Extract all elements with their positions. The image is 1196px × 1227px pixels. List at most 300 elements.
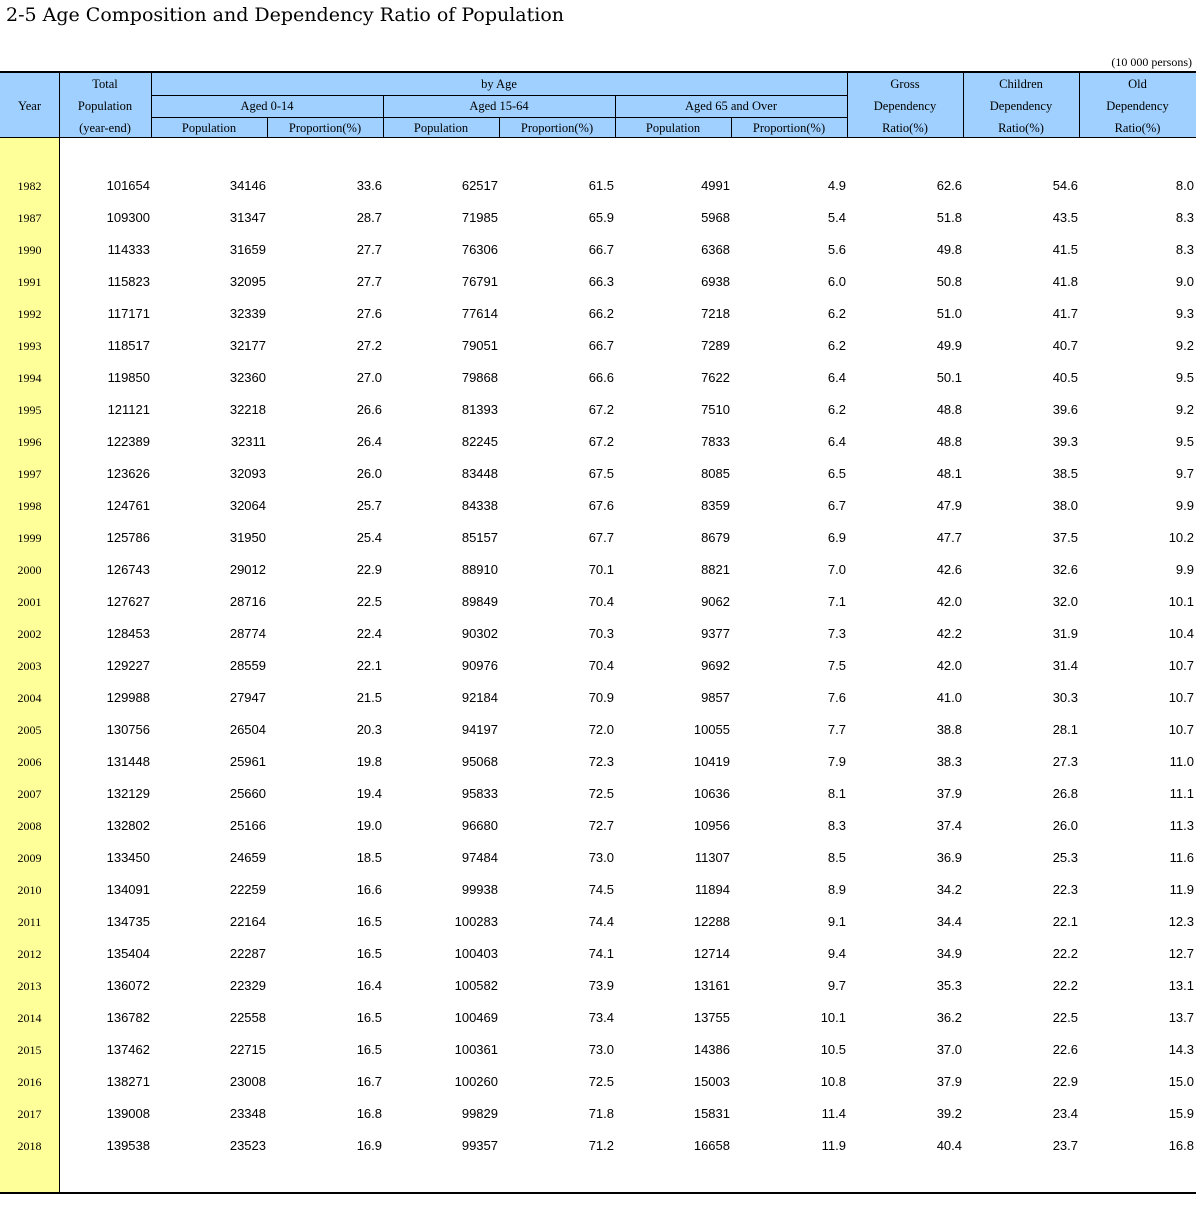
aged-0-14-population-cell: 22715: [229, 1042, 266, 1057]
gross-dependency-ratio-cell: 42.0: [936, 658, 962, 673]
children-dependency-ratio-cell: 40.7: [1052, 338, 1078, 353]
aged-15-64-proportion-cell: 72.0: [588, 722, 614, 737]
total-population-cell: 136782: [106, 1010, 150, 1025]
aged-15-64-proportion-cell: 66.2: [588, 306, 614, 321]
gross-dependency-ratio-cell: 48.1: [936, 466, 962, 481]
aged-65-proportion-cell: 11.9: [821, 1138, 846, 1153]
gross-dependency-ratio-cell: 37.0: [936, 1042, 962, 1057]
table-row: [0, 970, 1196, 1002]
children-dependency-ratio-cell: 40.5: [1052, 370, 1078, 385]
year-cell: 1990: [17, 243, 42, 257]
aged-65-proportion-cell: 10.1: [820, 1010, 846, 1025]
table-row: [0, 394, 1196, 426]
gross-dependency-ratio-cell: 47.9: [936, 498, 962, 513]
old-dependency-ratio-cell: 10.1: [1168, 594, 1194, 609]
total-population-cell: 138271: [106, 1074, 150, 1089]
year-cell: 1991: [17, 275, 42, 289]
aged-15-64-population-cell: 94197: [461, 722, 498, 737]
aged-65-proportion-cell: 9.7: [827, 978, 846, 993]
aged-15-64-proportion-cell: 70.9: [588, 690, 614, 705]
children-dependency-ratio-cell: 22.3: [1052, 882, 1078, 897]
children-dependency-ratio-cell: 27.3: [1052, 754, 1078, 769]
total-population-cell: 101654: [106, 178, 150, 193]
children-dependency-ratio-cell: 41.8: [1052, 274, 1078, 289]
header-total: Total: [92, 77, 118, 91]
header-children: Children: [999, 77, 1043, 91]
total-population-cell: 122389: [106, 434, 150, 449]
aged-15-64-proportion-cell: 66.3: [588, 274, 614, 289]
total-population-cell: 139538: [106, 1138, 150, 1153]
aged-65-population-cell: 14386: [693, 1042, 730, 1057]
gross-dependency-ratio-cell: 50.1: [936, 370, 962, 385]
aged-0-14-proportion-cell: 16.9: [356, 1138, 382, 1153]
year-cell: 1982: [17, 179, 42, 193]
aged-15-64-proportion-cell: 73.0: [588, 1042, 614, 1057]
aged-15-64-proportion-cell: 73.9: [588, 978, 614, 993]
header-proportion: Proportion(%): [520, 121, 594, 135]
children-dependency-ratio-cell: 30.3: [1052, 690, 1078, 705]
aged-0-14-proportion-cell: 21.5: [356, 690, 382, 705]
aged-15-64-population-cell: 83448: [461, 466, 498, 481]
aged-15-64-population-cell: 76306: [461, 242, 498, 257]
aged-65-proportion-cell: 7.5: [827, 658, 846, 673]
aged-65-population-cell: 6368: [701, 242, 730, 257]
aged-0-14-proportion-cell: 25.4: [356, 530, 382, 545]
table-row: [0, 170, 1196, 202]
aged-0-14-proportion-cell: 16.5: [356, 914, 382, 929]
aged-65-population-cell: 8679: [701, 530, 730, 545]
gross-dependency-ratio-cell: 38.3: [936, 754, 962, 769]
aged-65-proportion-cell: 7.1: [827, 594, 846, 609]
children-dependency-ratio-cell: 38.5: [1052, 466, 1078, 481]
old-dependency-ratio-cell: 8.3: [1175, 210, 1194, 225]
total-population-cell: 115823: [107, 274, 150, 289]
old-dependency-ratio-cell: 13.7: [1168, 1010, 1194, 1025]
aged-65-proportion-cell: 7.0: [827, 562, 846, 577]
total-population-cell: 129227: [106, 658, 150, 673]
gross-dependency-ratio-cell: 51.0: [936, 306, 962, 321]
aged-15-64-proportion-cell: 71.8: [588, 1106, 614, 1121]
table-row: [0, 1066, 1196, 1098]
header-gross: Gross: [890, 77, 920, 91]
aged-65-population-cell: 12288: [693, 914, 730, 929]
table-row: [0, 426, 1196, 458]
aged-15-64-population-cell: 99357: [461, 1138, 498, 1153]
aged-0-14-proportion-cell: 22.9: [356, 562, 382, 577]
old-dependency-ratio-cell: 8.0: [1175, 178, 1194, 193]
aged-0-14-proportion-cell: 19.8: [356, 754, 382, 769]
aged-65-population-cell: 15003: [693, 1074, 730, 1089]
table-row: [0, 938, 1196, 970]
aged-65-population-cell: 9692: [701, 658, 730, 673]
aged-65-population-cell: 7218: [701, 306, 730, 321]
gross-dependency-ratio-cell: 34.9: [936, 946, 962, 961]
gross-dependency-ratio-cell: 62.6: [936, 178, 962, 193]
year-cell: 2004: [17, 691, 42, 705]
aged-0-14-population-cell: 28774: [229, 626, 266, 641]
aged-0-14-population-cell: 24659: [229, 850, 266, 865]
aged-0-14-proportion-cell: 26.6: [356, 402, 382, 417]
total-population-cell: 134091: [106, 882, 150, 897]
total-population-cell: 129988: [106, 690, 150, 705]
year-cell: 2012: [17, 947, 42, 961]
aged-0-14-population-cell: 31659: [229, 242, 266, 257]
year-cell: 2016: [17, 1075, 42, 1089]
aged-65-population-cell: 9857: [701, 690, 730, 705]
gross-dependency-ratio-cell: 49.9: [936, 338, 962, 353]
aged-0-14-population-cell: 22259: [229, 882, 266, 897]
year-cell: 1998: [17, 499, 42, 513]
children-dependency-ratio-cell: 39.3: [1052, 434, 1078, 449]
aged-15-64-proportion-cell: 73.4: [588, 1010, 614, 1025]
aged-15-64-population-cell: 100283: [454, 914, 498, 929]
aged-15-64-proportion-cell: 70.3: [588, 626, 614, 641]
year-cell: 1997: [17, 467, 42, 481]
children-dependency-ratio-cell: 26.8: [1052, 786, 1078, 801]
total-population-cell: 125786: [106, 530, 150, 545]
table-row: [0, 618, 1196, 650]
year-cell: 2011: [17, 915, 42, 929]
aged-15-64-population-cell: 97484: [461, 850, 498, 865]
gross-dependency-ratio-cell: 38.8: [936, 722, 962, 737]
total-population-cell: 123626: [106, 466, 150, 481]
aged-15-64-population-cell: 100260: [454, 1074, 498, 1089]
gross-dependency-ratio-cell: 41.0: [936, 690, 962, 705]
table-row: [0, 202, 1196, 234]
aged-15-64-population-cell: 100403: [454, 946, 498, 961]
header-by-age: by Age: [481, 77, 517, 91]
aged-15-64-proportion-cell: 65.9: [588, 210, 614, 225]
aged-65-proportion-cell: 9.4: [827, 946, 846, 961]
header-aged-65: Aged 65 and Over: [685, 99, 777, 113]
year-cell: 2017: [17, 1107, 42, 1121]
old-dependency-ratio-cell: 9.0: [1175, 274, 1194, 289]
aged-15-64-population-cell: 76791: [461, 274, 498, 289]
aged-0-14-proportion-cell: 27.2: [356, 338, 382, 353]
aged-15-64-population-cell: 81393: [461, 402, 498, 417]
aged-0-14-proportion-cell: 27.7: [356, 274, 382, 289]
total-population-cell: 134735: [106, 914, 150, 929]
old-dependency-ratio-cell: 9.5: [1175, 434, 1194, 449]
aged-15-64-population-cell: 85157: [461, 530, 498, 545]
children-dependency-ratio-cell: 22.9: [1052, 1074, 1078, 1089]
aged-65-proportion-cell: 6.2: [827, 338, 846, 353]
year-cell: 1992: [17, 307, 42, 321]
gross-dependency-ratio-cell: 42.6: [936, 562, 962, 577]
children-dependency-ratio-cell: 32.6: [1052, 562, 1078, 577]
total-population-cell: 131448: [106, 754, 150, 769]
aged-0-14-population-cell: 23523: [229, 1138, 266, 1153]
aged-65-proportion-cell: 8.1: [827, 786, 846, 801]
children-dependency-ratio-cell: 32.0: [1052, 594, 1078, 609]
aged-0-14-proportion-cell: 16.8: [356, 1106, 382, 1121]
aged-0-14-population-cell: 25961: [229, 754, 266, 769]
total-population-cell: 139008: [106, 1106, 150, 1121]
aged-0-14-population-cell: 32177: [229, 338, 266, 353]
table-row: [0, 810, 1196, 842]
total-population-cell: 126743: [106, 562, 150, 577]
aged-0-14-proportion-cell: 33.6: [356, 178, 382, 193]
aged-15-64-proportion-cell: 70.4: [588, 658, 614, 673]
aged-0-14-proportion-cell: 16.5: [356, 1010, 382, 1025]
children-dependency-ratio-cell: 22.2: [1052, 946, 1078, 961]
aged-65-population-cell: 9062: [701, 594, 730, 609]
aged-0-14-population-cell: 22164: [229, 914, 266, 929]
total-population-cell: 135404: [106, 946, 150, 961]
header-children: Ratio(%): [998, 121, 1044, 135]
table-header: [0, 71, 1196, 138]
children-dependency-ratio-cell: 25.3: [1052, 850, 1078, 865]
aged-0-14-proportion-cell: 16.5: [356, 1042, 382, 1057]
aged-65-proportion-cell: 6.9: [827, 530, 846, 545]
aged-15-64-population-cell: 79868: [461, 370, 498, 385]
total-population-cell: 124761: [106, 498, 150, 513]
total-population-cell: 114333: [107, 242, 150, 257]
aged-0-14-population-cell: 22329: [229, 978, 266, 993]
gross-dependency-ratio-cell: 36.2: [936, 1010, 962, 1025]
table-body: [0, 170, 1196, 1162]
aged-65-population-cell: 8821: [701, 562, 730, 577]
gross-dependency-ratio-cell: 48.8: [936, 434, 962, 449]
aged-0-14-proportion-cell: 16.4: [356, 978, 382, 993]
total-population-cell: 119850: [107, 370, 150, 385]
aged-65-population-cell: 6938: [701, 274, 730, 289]
year-cell: 2002: [17, 627, 42, 641]
aged-0-14-population-cell: 22287: [229, 946, 266, 961]
aged-15-64-proportion-cell: 67.6: [588, 498, 614, 513]
aged-0-14-population-cell: 32360: [229, 370, 266, 385]
children-dependency-ratio-cell: 22.1: [1052, 914, 1078, 929]
gross-dependency-ratio-cell: 42.2: [936, 626, 962, 641]
aged-15-64-population-cell: 99829: [461, 1106, 498, 1121]
old-dependency-ratio-cell: 11.3: [1169, 818, 1194, 833]
aged-65-proportion-cell: 8.5: [827, 850, 846, 865]
aged-0-14-population-cell: 23008: [229, 1074, 266, 1089]
aged-15-64-proportion-cell: 74.4: [588, 914, 614, 929]
year-cell: 2010: [17, 883, 42, 897]
year-cell: 2018: [17, 1139, 42, 1153]
aged-65-population-cell: 10636: [693, 786, 730, 801]
children-dependency-ratio-cell: 23.4: [1052, 1106, 1078, 1121]
year-cell: 1999: [17, 531, 42, 545]
aged-0-14-proportion-cell: 16.7: [356, 1074, 382, 1089]
old-dependency-ratio-cell: 11.6: [1169, 850, 1194, 865]
header-old: Old: [1128, 77, 1147, 91]
aged-0-14-population-cell: 32064: [229, 498, 266, 513]
aged-15-64-population-cell: 95068: [461, 754, 498, 769]
table-row: [0, 586, 1196, 618]
year-cell: 1995: [17, 403, 42, 417]
aged-65-population-cell: 7622: [701, 370, 730, 385]
total-population-cell: 132802: [106, 818, 150, 833]
children-dependency-ratio-cell: 43.5: [1052, 210, 1078, 225]
aged-0-14-proportion-cell: 28.7: [356, 210, 382, 225]
total-population-cell: 121121: [107, 402, 150, 417]
aged-65-population-cell: 11894: [694, 882, 730, 897]
aged-15-64-proportion-cell: 67.7: [588, 530, 614, 545]
aged-0-14-population-cell: 26504: [229, 722, 266, 737]
aged-65-proportion-cell: 6.2: [827, 402, 846, 417]
aged-0-14-population-cell: 28559: [229, 658, 266, 673]
gross-dependency-ratio-cell: 34.2: [936, 882, 962, 897]
gross-dependency-ratio-cell: 35.3: [936, 978, 962, 993]
gross-dependency-ratio-cell: 37.9: [936, 786, 962, 801]
aged-15-64-population-cell: 90302: [461, 626, 498, 641]
aged-15-64-population-cell: 100361: [454, 1042, 498, 1057]
aged-65-proportion-cell: 6.0: [827, 274, 846, 289]
year-cell: 2014: [17, 1011, 42, 1025]
header-proportion: Proportion(%): [288, 121, 362, 135]
old-dependency-ratio-cell: 10.7: [1168, 690, 1194, 705]
old-dependency-ratio-cell: 9.9: [1175, 498, 1194, 513]
total-population-cell: 128453: [106, 626, 150, 641]
children-dependency-ratio-cell: 37.5: [1052, 530, 1078, 545]
aged-65-proportion-cell: 6.5: [827, 466, 846, 481]
children-dependency-ratio-cell: 23.7: [1052, 1138, 1078, 1153]
table-row: [0, 298, 1196, 330]
header-total: (year-end): [79, 121, 131, 135]
table-row: [0, 714, 1196, 746]
aged-15-64-population-cell: 77614: [461, 306, 498, 321]
aged-15-64-proportion-cell: 61.5: [588, 178, 614, 193]
aged-65-population-cell: 12714: [693, 946, 730, 961]
children-dependency-ratio-cell: 26.0: [1052, 818, 1078, 833]
aged-15-64-population-cell: 92184: [461, 690, 498, 705]
page-title: 2-5 Age Composition and Dependency Ratio of Population: [6, 4, 565, 26]
children-dependency-ratio-cell: 22.5: [1052, 1010, 1078, 1025]
old-dependency-ratio-cell: 9.3: [1175, 306, 1194, 321]
year-cell: 2009: [17, 851, 42, 865]
children-dependency-ratio-cell: 22.6: [1052, 1042, 1078, 1057]
table-row: [0, 1130, 1196, 1162]
gross-dependency-ratio-cell: 48.8: [936, 402, 962, 417]
old-dependency-ratio-cell: 11.9: [1169, 882, 1194, 897]
aged-15-64-population-cell: 79051: [461, 338, 498, 353]
aged-15-64-proportion-cell: 71.2: [588, 1138, 614, 1153]
gross-dependency-ratio-cell: 37.9: [936, 1074, 962, 1089]
total-population-cell: 130756: [106, 722, 150, 737]
aged-65-proportion-cell: 4.9: [827, 178, 846, 193]
gross-dependency-ratio-cell: 39.2: [936, 1106, 962, 1121]
year-cell: 2000: [17, 563, 42, 577]
aged-15-64-population-cell: 84338: [461, 498, 498, 513]
table-row: [0, 1098, 1196, 1130]
aged-0-14-population-cell: 25660: [229, 786, 266, 801]
gross-dependency-ratio-cell: 36.9: [936, 850, 962, 865]
table-row: [0, 1034, 1196, 1066]
table-row: [0, 362, 1196, 394]
aged-15-64-proportion-cell: 67.5: [588, 466, 614, 481]
header-gross: Ratio(%): [882, 121, 928, 135]
old-dependency-ratio-cell: 13.1: [1168, 978, 1194, 993]
year-cell: 2013: [17, 979, 42, 993]
old-dependency-ratio-cell: 9.9: [1175, 562, 1194, 577]
aged-65-proportion-cell: 11.4: [821, 1106, 846, 1121]
children-dependency-ratio-cell: 38.0: [1052, 498, 1078, 513]
gross-dependency-ratio-cell: 42.0: [936, 594, 962, 609]
old-dependency-ratio-cell: 9.5: [1175, 370, 1194, 385]
aged-0-14-proportion-cell: 27.0: [356, 370, 382, 385]
table-row: [0, 554, 1196, 586]
total-population-cell: 109300: [106, 210, 150, 225]
old-dependency-ratio-cell: 10.4: [1168, 626, 1194, 641]
table-row: [0, 842, 1196, 874]
gross-dependency-ratio-cell: 47.7: [936, 530, 962, 545]
aged-15-64-proportion-cell: 66.7: [588, 338, 614, 353]
aged-0-14-proportion-cell: 16.6: [356, 882, 382, 897]
old-dependency-ratio-cell: 14.3: [1168, 1042, 1194, 1057]
year-cell: 1994: [17, 371, 42, 385]
aged-0-14-population-cell: 32339: [229, 306, 266, 321]
aged-0-14-population-cell: 34146: [229, 178, 266, 193]
aged-15-64-population-cell: 82245: [461, 434, 498, 449]
header-population: Population: [413, 121, 469, 135]
aged-0-14-proportion-cell: 19.0: [356, 818, 382, 833]
children-dependency-ratio-cell: 31.4: [1052, 658, 1078, 673]
aged-0-14-proportion-cell: 19.4: [356, 786, 382, 801]
aged-0-14-proportion-cell: 27.6: [356, 306, 382, 321]
aged-15-64-proportion-cell: 73.0: [588, 850, 614, 865]
aged-15-64-population-cell: 100469: [454, 1010, 498, 1025]
aged-65-population-cell: 15831: [693, 1106, 730, 1121]
year-cell: 1993: [17, 339, 42, 353]
children-dependency-ratio-cell: 39.6: [1052, 402, 1078, 417]
table-row: [0, 1002, 1196, 1034]
aged-65-population-cell: 9377: [701, 626, 730, 641]
aged-15-64-population-cell: 89849: [461, 594, 498, 609]
aged-15-64-proportion-cell: 67.2: [588, 402, 614, 417]
aged-15-64-proportion-cell: 66.6: [588, 370, 614, 385]
old-dependency-ratio-cell: 9.2: [1175, 338, 1194, 353]
header-children: Dependency: [989, 99, 1053, 113]
aged-0-14-population-cell: 32095: [229, 274, 266, 289]
aged-15-64-proportion-cell: 74.1: [588, 946, 614, 961]
aged-15-64-proportion-cell: 70.4: [588, 594, 614, 609]
aged-15-64-population-cell: 71985: [461, 210, 498, 225]
aged-0-14-proportion-cell: 25.7: [356, 498, 382, 513]
aged-0-14-population-cell: 32218: [229, 402, 266, 417]
children-dependency-ratio-cell: 41.7: [1052, 306, 1078, 321]
aged-0-14-proportion-cell: 26.0: [356, 466, 382, 481]
year-cell: 1987: [17, 211, 42, 225]
aged-15-64-population-cell: 88910: [461, 562, 498, 577]
aged-65-population-cell: 16658: [693, 1138, 730, 1153]
aged-15-64-proportion-cell: 74.5: [588, 882, 614, 897]
total-population-cell: 118517: [107, 338, 150, 353]
header-total: Population: [77, 99, 133, 113]
children-dependency-ratio-cell: 31.9: [1052, 626, 1078, 641]
aged-0-14-proportion-cell: 22.4: [356, 626, 382, 641]
gross-dependency-ratio-cell: 50.8: [936, 274, 962, 289]
year-cell: 2001: [17, 595, 42, 609]
unit-note: (10 000 persons): [1111, 55, 1192, 69]
header-divider: [151, 95, 847, 96]
aged-0-14-population-cell: 32311: [230, 434, 266, 449]
table-row: [0, 778, 1196, 810]
old-dependency-ratio-cell: 15.9: [1168, 1106, 1194, 1121]
aged-15-64-proportion-cell: 66.7: [588, 242, 614, 257]
aged-65-proportion-cell: 6.2: [827, 306, 846, 321]
aged-0-14-population-cell: 31950: [229, 530, 266, 545]
header-proportion: Proportion(%): [752, 121, 826, 135]
aged-65-proportion-cell: 6.4: [827, 370, 846, 385]
aged-15-64-population-cell: 62517: [461, 178, 498, 193]
total-population-cell: 136072: [106, 978, 150, 993]
table-row: [0, 234, 1196, 266]
children-dependency-ratio-cell: 28.1: [1052, 722, 1078, 737]
old-dependency-ratio-cell: 10.7: [1168, 658, 1194, 673]
header-population: Population: [181, 121, 237, 135]
